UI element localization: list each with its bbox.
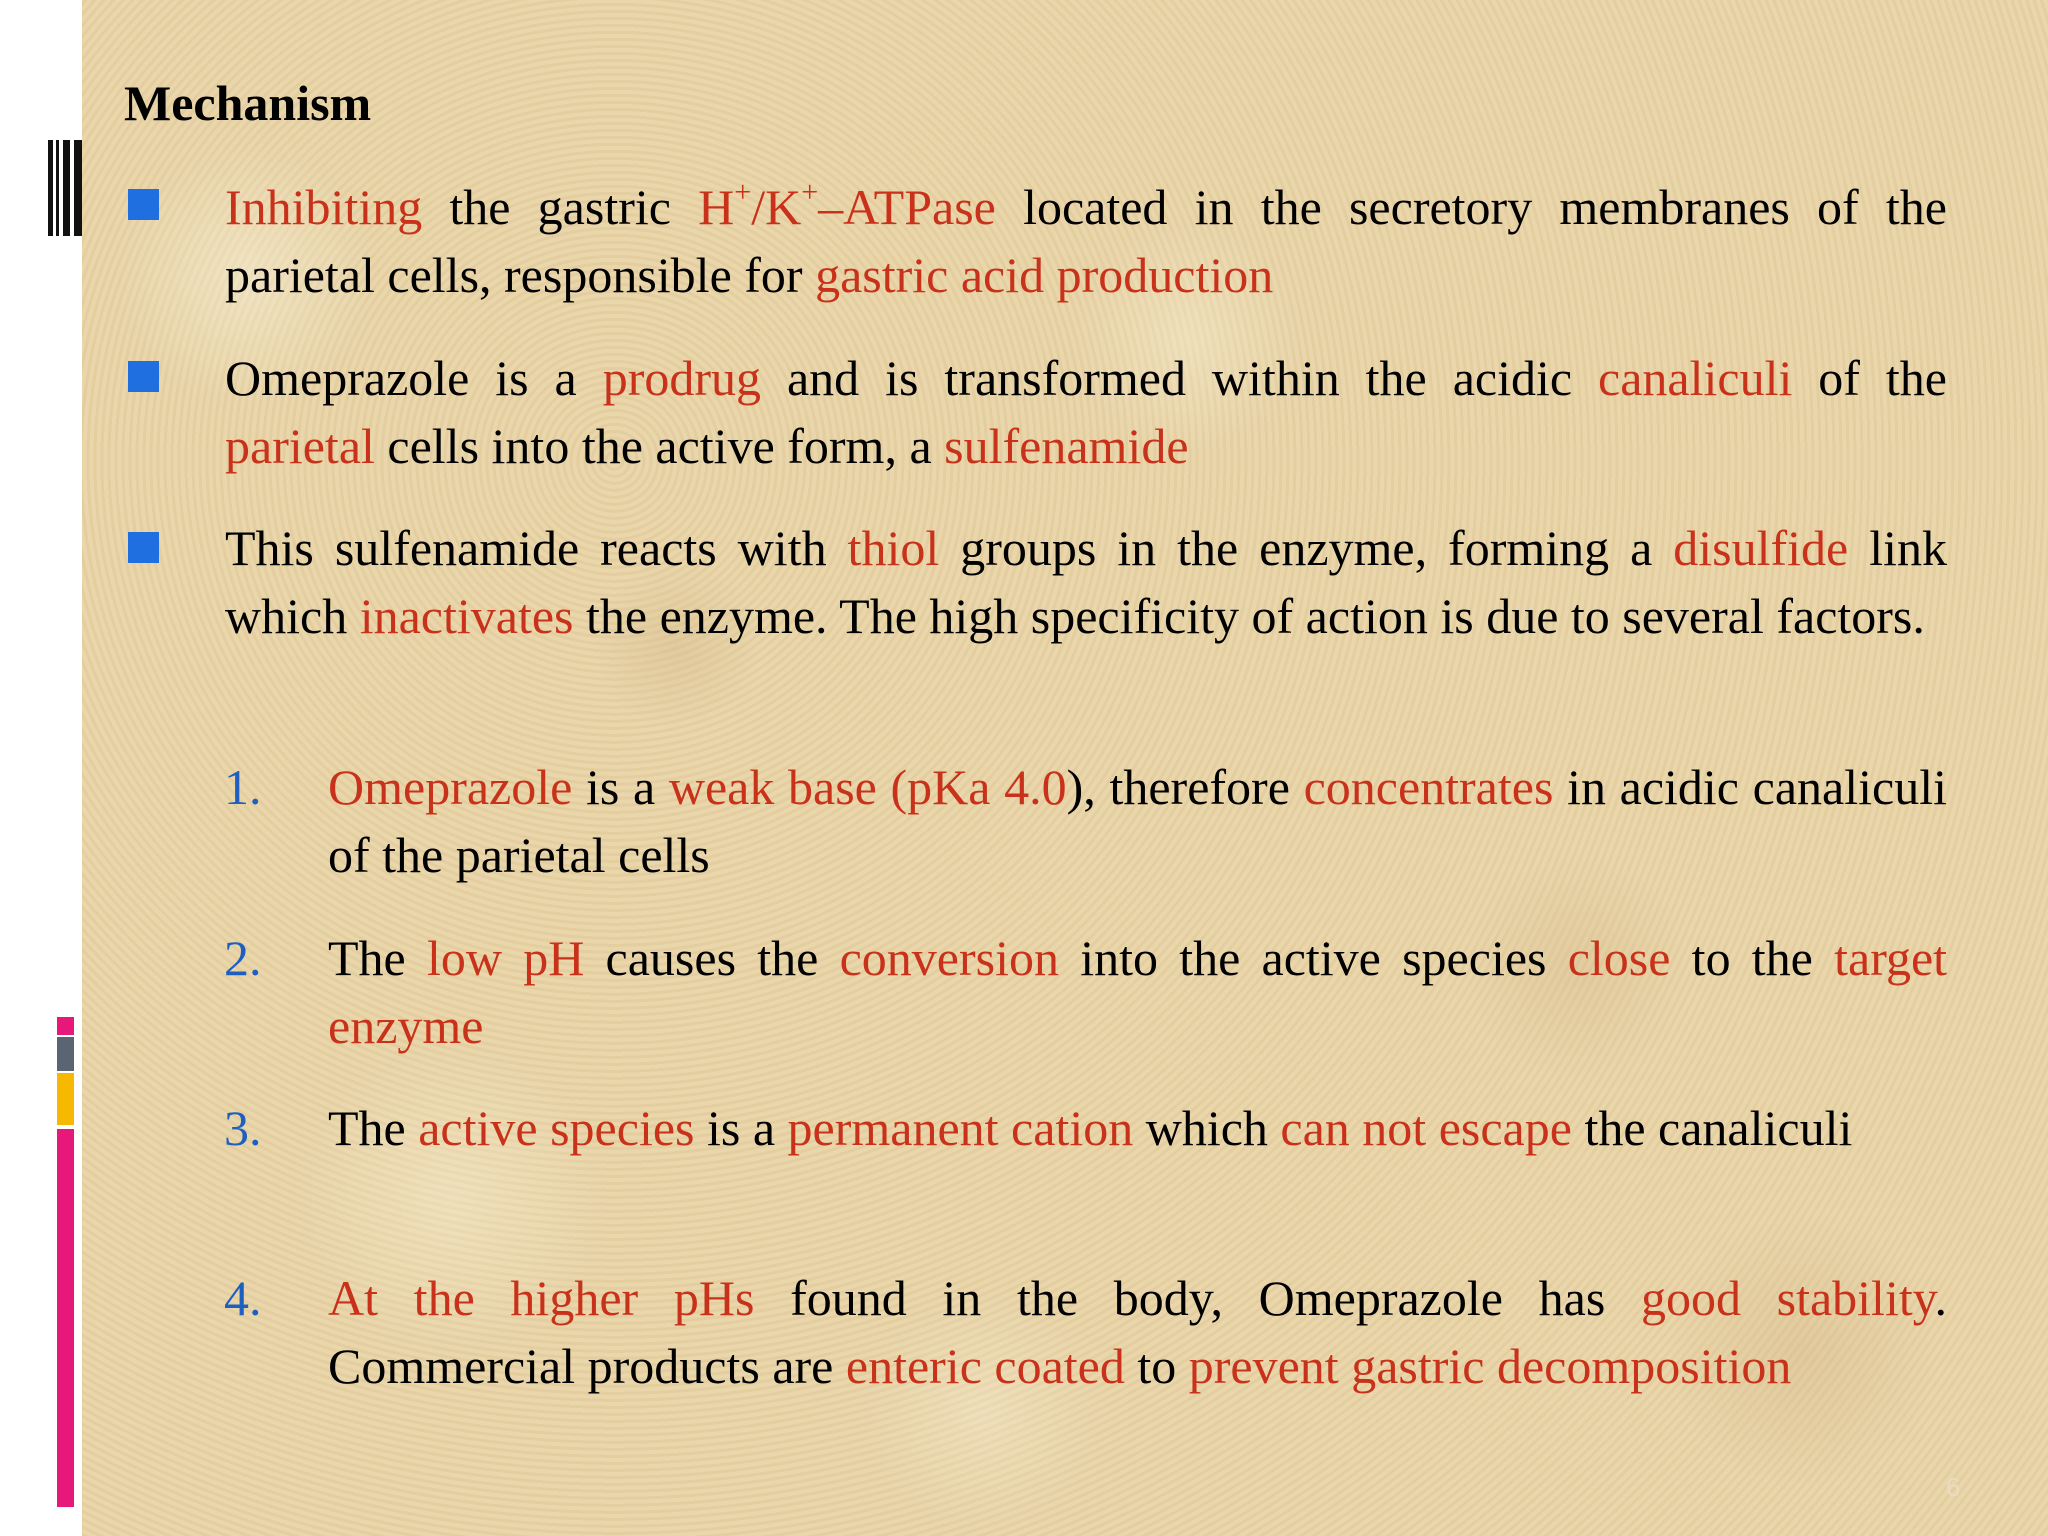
text-run: the gastric [422, 179, 699, 235]
text-run: the enzyme. The high specificity of action is due to several factors. [573, 588, 1925, 644]
numbered-paragraph [328, 1094, 1947, 1162]
numbered-paragraph [328, 1264, 1947, 1400]
bullet-paragraph [225, 173, 1947, 309]
text-run: cells into the active form, a [374, 418, 945, 474]
text-run: to [1124, 1338, 1189, 1394]
numbered-paragraph [328, 753, 1947, 889]
highlighted-text: low pH [426, 930, 585, 986]
highlighted-text: + [801, 175, 819, 209]
text-run: into the active species [1058, 930, 1568, 986]
highlighted-text: canaliculi [1598, 350, 1793, 406]
text-run: to the [1670, 930, 1835, 986]
highlighted-text: prodrug [602, 350, 762, 406]
highlighted-text: At the higher pHs [328, 1270, 755, 1326]
text-run: is a [572, 759, 669, 815]
highlighted-text: weak base (pKa 4.0 [668, 759, 1067, 815]
highlighted-text: enteric coated [845, 1338, 1125, 1394]
highlighted-text: sulfenamide [944, 418, 1189, 474]
square-bullet-icon [128, 361, 159, 392]
numbered-paragraph [328, 924, 1947, 1060]
bullet-paragraph [225, 514, 1947, 650]
text-run: Omeprazole is a [225, 350, 603, 406]
highlighted-text: thiol [847, 520, 940, 576]
highlighted-text: target enzyme [328, 930, 1948, 1054]
highlighted-text: + [734, 175, 752, 209]
text-run: found in the body, Omeprazole has [754, 1270, 1641, 1326]
text-run: of the [1792, 350, 1947, 406]
list-number: 1. [224, 759, 262, 815]
text-run: This sulfenamide reacts with [225, 520, 848, 576]
highlighted-text: concentrates [1303, 759, 1554, 815]
slide-heading: Mechanism [124, 75, 372, 131]
highlighted-text: –ATPase [818, 179, 996, 235]
highlighted-text: good stability [1640, 1270, 1935, 1326]
highlighted-text: close [1567, 930, 1671, 986]
text-run: the canaliculi [1571, 1100, 1853, 1156]
highlighted-text: parietal [225, 418, 375, 474]
highlighted-text: H [698, 179, 735, 235]
square-bullet-icon [128, 189, 159, 220]
text-run: The [328, 930, 427, 986]
text-run: . Commercial products are [328, 1270, 1947, 1394]
text-run: is a [694, 1100, 788, 1156]
text-run: which [1133, 1100, 1281, 1156]
text-run: link which [225, 520, 1947, 644]
bullet-paragraph [225, 344, 1947, 480]
list-number: 4. [224, 1270, 262, 1326]
text-run: groups in the enzyme, forming a [939, 520, 1674, 576]
highlighted-text: Inhibiting [225, 179, 423, 235]
highlighted-text: conversion [839, 930, 1059, 986]
list-number: 2. [224, 930, 262, 986]
text-run: in acidic canaliculi of the parietal cells [328, 759, 1948, 883]
list-number: 3. [224, 1100, 262, 1156]
page-number: 6 [1946, 1472, 1961, 1502]
text-run: ), therefore [1066, 759, 1304, 815]
highlighted-text: inactivates [359, 588, 574, 644]
text-run: located in the secretory membranes of the parietal cells, responsible for [225, 179, 1947, 303]
highlighted-text: active species [418, 1100, 695, 1156]
highlighted-text: permanent cation [787, 1100, 1134, 1156]
highlighted-text: disulfide [1673, 520, 1849, 576]
highlighted-text: gastric acid production [815, 247, 1274, 303]
text-run: The [328, 1100, 419, 1156]
text-run: causes the [584, 930, 840, 986]
highlighted-text: can not escape [1280, 1100, 1572, 1156]
highlighted-text: /K [751, 179, 802, 235]
highlighted-text: Omeprazole [328, 759, 573, 815]
highlighted-text: prevent gastric decomposition [1188, 1338, 1792, 1394]
square-bullet-icon [128, 532, 159, 563]
text-run: and is transformed within the acidic [761, 350, 1599, 406]
